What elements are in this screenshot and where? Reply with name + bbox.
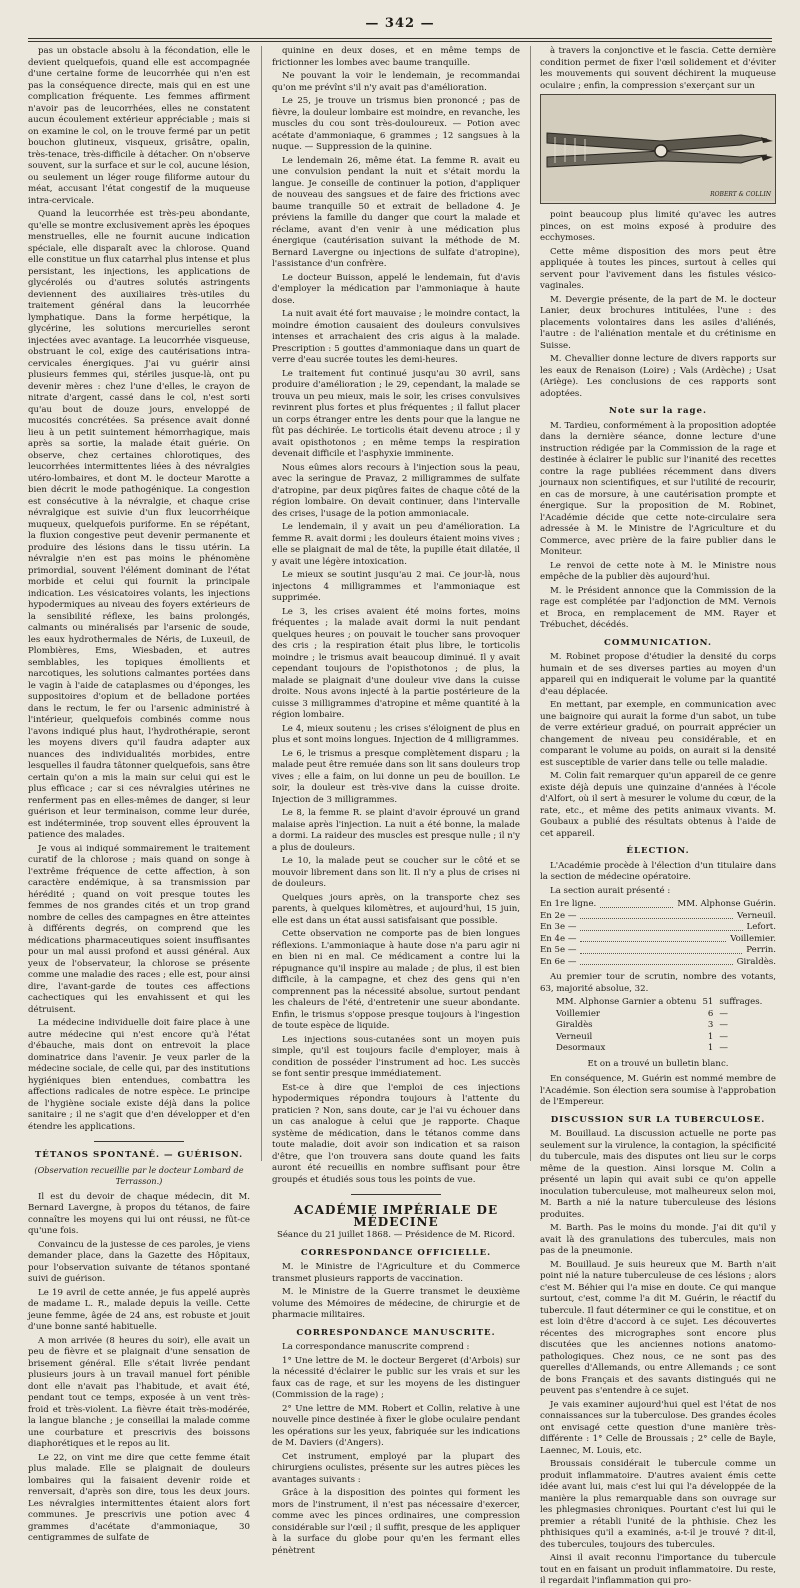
- paragraph: Nous eûmes alors recours à l'injection sous la peau, avec la seringue de Pravaz, 2 milligrammes de sulfate d'atropine, par deux piqûres faites de chaque côté de la région lombaire. On devait continuer, dans l'intervalle des crises, l'usage de la potion ammoniacale.: [272, 462, 520, 519]
- list-item: En 4e — Voillemier.: [540, 933, 776, 944]
- paragraph: Le traitement fut continué jusqu'au 30 avril, sans produire d'amélioration ; le 29, cependant, la malade se trouva un peu mieux, mais le soir, les crises convulsives revinrent plus fortes et plus fréquentes ; il fallut placer un corps étranger entre les dents pour que la langue ne fût pas déchirée. Le torticolis était devenu atroce ; il y avait opisthotonos ; en même temps la respiration devenait difficile et l'asphyxie imminente.: [272, 368, 520, 459]
- paragraph: M. Barth. Pas le moins du monde. J'ai dit qu'il y avait là des granulations des tubercules, mais non pas de la pneumonie.: [540, 1223, 776, 1256]
- paragraph: Le 22, on vint me dire que cette femme était plus malade. Elle se plaignait de douleurs lombaires qui la faisaient devenir roide et renversait, d'après son dire, tous les deux jours. Les névralgies intermittentes étaient alors fort communes. Je prescrivis une potion avec 4 grammes d'acétate d'ammoniaque, 30 centigrammes de sulfate de: [28, 1452, 250, 1543]
- paragraph: Le 6, le trismus a presque complètement disparu ; la malade peut être remuée dans son lit sans douleurs trop vives ; elle a faim, on lui donne un peu de bouillon. Le soir, la douleur est très-vive dans la cuisse droite. Injection de 3 milligrammes.: [272, 748, 520, 805]
- paragraph: M. Bouillaud. La discussion actuelle ne porte pas seulement sur la virulence, la contagion, la spécificité du tubercule, mais des disputes ont lieu sur le corps même de la question. Ainsi lorsque M. Colin a présenté un lapin qui avait subi ce qu'on appelle inoculation tuberculeuse, mot malheureux selon moi, M. Barth a nié la nature tuberculeuse des lésions produites.: [540, 1129, 776, 1220]
- section-subtitle: (Observation recueillie par le docteur Lombard de Terrasson.): [34, 1164, 244, 1186]
- table-row: MM. Alphonse Garnier a obtenu 51 suffrages.: [556, 997, 763, 1007]
- election-heading: ÉLECTION.: [626, 846, 690, 856]
- paragraph: La nuit avait été fort mauvaise ; le moindre contact, la moindre émotion causaient des douleurs convulsives intenses et arrachaient des cris aigus à la malade. Prescription : 5 gouttes d'ammoniaque dans un quart de verre d'eau sucrée toutes les demi-heures.: [272, 309, 520, 365]
- page-number: — 342 —: [365, 16, 435, 31]
- paragraph: Cet instrument, employé par la plupart des chirurgiens oculistes, présente sur les autres pièces les avantages suivants :: [272, 1451, 520, 1485]
- list-item: En 5e — Perrin.: [540, 945, 776, 955]
- correspondence-official-heading: CORRESPONDANCE OFFICIELLE.: [300, 1247, 492, 1258]
- paragraph: En mettant, par exemple, en communication avec une baignoire qui aurait la forme d'un sabot, un tube de verre extérieur gradué, on pourrait apprécier un changement de niveau peu considérable, et en comparant le volume au poids, on aurait si la densité est susceptible de varier dans telle ou telle maladie.: [540, 700, 776, 768]
- paragraph: Le lendemain, il y avait un peu d'amélioration. La femme R. avait dormi ; les douleurs étaient moins vives ; elle se plaignait de mal de tête, la pupille était dilatée, il y avait une légère intoxication.: [272, 522, 520, 567]
- paragraph: M. le Ministre de l'Agriculture et du Commerce transmet plusieurs rapports de vaccination.: [272, 1262, 520, 1284]
- paragraph: Cette même disposition des mors peut être appliquée à toutes les pinces, surtout à celles qui servent pour l'avivement dans les fistules vésico-vaginales.: [540, 246, 776, 291]
- paragraph: Quelques jours après, on la transporte chez ses parents, à quelques kilomètres, et aujourd'hui, 15 juin, elle est dans un état aussi satisfaisant que possible.: [272, 892, 520, 926]
- communication-heading: COMMUNICATION.: [604, 637, 712, 648]
- list-item: En 2e — Verneuil.: [540, 910, 776, 921]
- paragraph: Le 10, la malade peut se coucher sur le côté et se mouvoir librement dans son lit. Il n'y a plus de crises ni de douleurs.: [272, 856, 520, 889]
- paragraph: Ne pouvant la voir le lendemain, je recommandai qu'on me prévînt s'il n'y avait pas d'amélioration.: [272, 71, 520, 93]
- academy-title: ACADÉMIE IMPÉRIALE DE MÉDECINE: [293, 1203, 499, 1229]
- academy-session: Séance du 21 juillet 1868. — Présidence de M. Ricord.: [276, 1230, 516, 1240]
- discussion-heading: DISCUSSION SUR LA TUBERCULOSE.: [550, 1114, 766, 1125]
- paragraph: Le docteur Buisson, appelé le lendemain, fut d'avis d'employer la médication par l'ammoniaque à haute dose.: [272, 272, 520, 306]
- table-row: Verneuil 1 —: [556, 1031, 728, 1042]
- table-row: Desormaux 1 —: [556, 1043, 728, 1053]
- note-heading: Note sur la rage.: [608, 406, 707, 416]
- paragraph: Convaincu de la justesse de ces paroles, je viens demander place, dans la Gazette des Hôpitaux, pour l'observation suivante de tétanos spontané suivi de guérison.: [28, 1239, 250, 1284]
- paragraph: M. Tardieu, conformément à la proposition adoptée dans la dernière séance, donne lecture d'une instruction rédigée par la Commission de la rage et destinée à éclairer le public sur l'inanité des recettes contre la rage publiées récemment dans divers journaux non scientifiques, et sur l'utilité de recourir, en cas de morsure, à une cautérisation prompte et énergique. Sur la proposition de M. Robinet, l'Académie décide que cette note-circulaire sera adressée à M. le Ministre de l'Agriculture et du Commerce, avec prière de la faire publier dans le Moniteur.: [540, 420, 776, 557]
- paragraph: Grâce à la disposition des pointes qui forment les mors de l'instrument, il n'est pas nécessaire d'exercer, comme avec les pinces ordinaires, une compression considérable sur l'œil ; il suffit, presque de les appliquer à la surface du globe pour qu'en les fermant elles pénètrent: [272, 1488, 520, 1556]
- paragraph: M. Colin fait remarquer qu'un appareil de ce genre existe déjà depuis une quinzaine d'années à l'école d'Alfort, où il sert à mesurer le volume du cœur, de la rate, etc., et même des petits animaux vivants. M. Goubaux a publié des résultats obtenus à l'aide de cet appareil.: [540, 771, 776, 839]
- vote-note: Et on a trouvé un bulletin blanc.: [587, 1058, 729, 1069]
- paragraph: Cette observation ne comporte pas de bien longues réflexions. L'ammoniaque à haute dose n'a paru agir ni en bien ni en mal. Ce médicament a contre lui la répugnance qu'il inspire au malade ; de plus, il est bien difficile, à la campagne, et chez des gens qui n'en comprennent pas la nécessité absolue, surtout pendant les chaleurs de l'été, d'entretenir une sueur abondante. Enfin, le trismus s'oppose presque toujours à l'ingestion de toute espèce de liquide.: [272, 929, 520, 1031]
- correspondence-manuscript-heading: CORRESPONDANCE MANUSCRITE.: [296, 1327, 496, 1338]
- paragraph: Je vais examiner aujourd'hui quel est l'état de nos connaissances sur la tuberculose. Des grandes écoles ont envisagé cette question d'une manière très-différente : 1° Celle de Broussais ; 2° celle de Bayle, Laennec, M. Louis, etc.: [540, 1399, 776, 1456]
- paragraph: Le 25, je trouve un trismus bien prononcé ; pas de fièvre, la douleur lombaire est moindre, en revanche, les muscles du cou sont très-douloureux. — Potion avec acétate d'ammoniaque, 6 grammes ; 12 sangsues à la nuque. — Suppression de la quinine.: [272, 96, 520, 152]
- section-divider: [351, 1194, 441, 1195]
- table-row: Voillemier 6 —: [556, 1008, 728, 1019]
- paragraph: Ainsi il avait reconnu l'importance du tubercule tout en en faisant un produit inflammatoire. Du reste, il regardait l'inflammation qui pro-: [540, 1553, 776, 1586]
- paragraph: Le lendemain 26, même état. La femme R. avait eu une convulsion pendant la nuit et s'était mordu la langue. Je conseille de continuer la potion, d'appliquer de nouveau des sangsues et de faire des frictions avec baume tranquille 50 et extrait de belladone 4. Je préviens la famille du danger que court la malade et réclame, avant d'en venir à une médication plus énergique (cautérisation suivant la méthode de M. Bernard Lavergne ou injections de sulfate d'atropine), l'assistance d'un confrère.: [272, 155, 520, 269]
- paragraph: Il est du devoir de chaque médecin, dit M. Bernard Lavergne, à propos du tétanos, de faire connaître les moyens qui lui ont réussi, ne fût-ce qu'une fois.: [28, 1191, 250, 1236]
- paragraph: M. le Ministre de la Guerre transmet le deuxième volume des Mémoires de médecine, de chirurgie et de pharmacie militaires.: [272, 1287, 520, 1320]
- paragraph: quinine en deux doses, et en même temps de frictionner les lombes avec baume tranquille.: [272, 46, 520, 68]
- paragraph: La correspondance manuscrite comprend :: [282, 1342, 470, 1352]
- forceps-drawing: [541, 95, 775, 201]
- paragraph: L'Académie procède à l'élection d'un titulaire dans la section de médecine opératoire.: [540, 860, 776, 882]
- paragraph: Le 8, la femme R. se plaint d'avoir éprouvé un grand malaise après l'injection. La nuit a été bonne, la malade a dormi. La raideur des muscles est presque nulle ; il n'y a plus de douleurs.: [272, 808, 520, 853]
- column-1: [28, 46, 250, 1543]
- list-item: En 3e — Lefort.: [540, 922, 776, 932]
- paragraph: M. le Président annonce que la Commission de la rage est complétée par l'adjonction de MM. Vernois et Broca, en remplacement de MM. Rayer et Trébuchet, décédés.: [540, 585, 776, 630]
- paragraph: M. Chevallier donne lecture de divers rapports sur les eaux de Renaison (Loire) ; Vals (Ardèche) ; Usat (Ariège). Les conclusions de ces rapports sont adoptées.: [540, 354, 776, 399]
- paragraph: Quand la leucorrhée est très-peu abondante, qu'elle se montre exclusivement après les époques menstruelles, elle ne fournit aucune indication spéciale, elle disparaît avec la chlorose. Quand elle constitue un flux catarrhal plus intense et plus persistant, les injections, les applications de glycérolés ou d'autres solutés astringents deviennent des auxiliaires très-utiles du traitement général dans la leucorrhée lymphatique. Dans la forme herpétique, la glycérine, les solutions mercurielles seront injectées avec avantage. La leucorrhée visqueuse, obstruant le col, exige des cautérisations intra-cervicales énergiques. J'ai vu guérir ainsi plusieurs femmes qui, stériles jusque-là, ont pu devenir mères : chez l'une d'elles, le crayon de nitrate d'argent, cassé dans le col, n'est sorti qu'au bout de douze jours, enveloppé de mucosités concrétées. Sa présence avait donné lieu à un petit suintement hémorrhagique, mais après sa sortie, la malade était guérie. On observe, chez certaines chlorotiques, des leucorrhées intermittentes liées à des névralgies utéro-lombaires, et dont M. le docteur Marotte a bien décrit le mode pathogénique. La congestion est consécutive à la névralgie, et chaque crise névralgique est suivie d'un flux leucorrhéique muqueux, quelquefois puriforme. En se répétant, la fluxion congestive peut devenir permanente et produire des lésions dans le tissu utérin. La névralgie n'en est pas moins le phénomène primordial, souvent l'élément dominant de l'état morbide et celui qui fournit la principale indication. Les vésicatoires volants, les injections hypodermiques au niveau des foyers extérieurs de la sensibilité réflexe, les bains prolongés, calmants ou minéralisés par l'arsenic de soude, les eaux hydrothermales de Néris, de Luxeuil, de Plombières, Ems, Wiesbaden, et autres semblables, les topiques émollients et narcotiques, les solutions calmantes portées dans le vagin à l'aide de cataplasmes ou d'éponges, les suppositoires d'opium et de belladone portées dans le rectum, le fer ou l'arsenic administré à l'intérieur, quelquefois combinés comme nous l'avons indiqué plus haut, l'hydrothérapie, seront les moyens divers qu'il faudra adapter aux nuances des individualités morbides, entre lesquelles il faudra tâtonner quelquefois, sans être certain qu'on a mis la main sur celui qui est le plus efficace ; car si ces névralgies utérines ne renferment pas en elles-mêmes de danger, si leur guérison et leur terminaison, comme leur durée, est indéterminée, trop souvent elles éprouvent la patience des malades.: [28, 209, 250, 840]
- paragraph: Le 19 avril de cette année, je fus appelé auprès de madame L. R., malade depuis la veille. Cette jeune femme, âgée de 24 ans, est robuste et jouit d'une bonne santé habituelle.: [28, 1287, 250, 1332]
- paragraph: M. Robinet propose d'étudier la densité du corps humain et de ses diverses parties au moyen d'un appareil qui en indiquerait le volume par la quantité d'eau déplacée.: [540, 652, 776, 697]
- vote-table: [556, 997, 768, 1055]
- paragraph: En conséquence, M. Guérin est nommé membre de l'Académie. Son élection sera soumise à l'approbation de l'Empereur.: [540, 1074, 776, 1107]
- paragraph: Le mieux se soutint jusqu'au 2 mai. Ce jour-là, nous injectons 4 milligrammes et l'ammoniaque est supprimée.: [272, 570, 520, 603]
- candidate-list: [540, 899, 776, 968]
- column-divider: [261, 46, 262, 1161]
- column-2: [272, 46, 520, 1556]
- paragraph: à travers la conjonctive et le fascia. Cette dernière condition permet de fixer l'œil solidement et d'éviter les mouvements qui souvent déchirent la muqueuse oculaire ; enfin, la compression s'exerçant sur un: [540, 46, 776, 91]
- header-rule: [28, 38, 772, 42]
- paragraph: M. Bouillaud. Je suis heureux que M. Barth n'ait point nié la nature tuberculeuse de ces lésions ; alors c'est M. Béhier qui l'a mise en doute. Ce qui manque surtout, c'est, comme l'a dit M. Guérin, le réactif du tubercule. Il faut déterminer ce qui le constitue, et on est loin d'être d'accord à ce sujet. Les découvertes récentes des micrographes sont encore plus discutées que les anciennes notions anatomo-pathologiques. Chez nous, ce ne sont pas des querelles d'Allemands, ou entre Allemands ; ce sont de bons Français et des savants distingués qui ne peuvent pas s'entendre à ce sujet.: [540, 1259, 776, 1396]
- paragraph: Est-ce à dire que l'emploi de ces injections hypodermiques répondra toujours à l'attente du praticien ? Non, sans doute, car je l'ai vu échouer dans un cas analogue à celui que je rapporte. Chaque système de médication, dans le tétanos comme dans toute maladie, doit avoir son indication et sa raison d'être, que l'on trouvera sans doute quand les faits auront été recueillis en nombre suffisant pour être groupés et étudiés sous tous les points de vue.: [272, 1082, 520, 1185]
- paragraph: Le renvoi de cette note à M. le Ministre nous empêche de la publier dès aujourd'hui.: [540, 560, 776, 582]
- paragraph: 1° Une lettre de M. le docteur Bergeret (d'Arbois) sur la nécessité d'éclairer le public sur les vrais et sur les faux cas de rage, et sur les moyens de les distinguer (Commission de la rage) ;: [272, 1355, 520, 1400]
- paragraph: Je vous ai indiqué sommairement le traitement curatif de la chlorose ; mais quand on songe à l'extrême fréquence de cette affection, à son caractère endémique, à sa transmission par hérédité ; quand on voit presque toutes les femmes de nos grandes cités et un trop grand nombre de celles des campagnes en être atteintes à différents degrés, on comprend que les médications pharmaceutiques soient insuffisantes pour un mal aussi profond et aussi général. Aux yeux de l'observateur, la chlorose se présente comme une maladie des races ; elle est, pour ainsi dire, l'avant-garde de toutes ces affections cachectiques qui les envahissent et qui les détruisent.: [28, 843, 250, 1015]
- paragraph: La section aurait présenté :: [550, 885, 671, 896]
- paragraph: Le 3, les crises avaient été moins fortes, moins fréquentes ; la malade avait dormi la nuit pendant quelques heures ; on pouvait le toucher sans provoquer des cris ; la respiration était plus libre, le torticolis moindre ; le trismus avait beaucoup diminué. Il y avait cependant toujours de l'opisthotonos ; de plus, la malade se plaignait d'une douleur vive dans la cuisse droite. Nous avons injecté à la partie postérieure de la cuisse 3 milligrammes d'atropine et même quantité à la région lombaire.: [272, 606, 520, 720]
- section-title: TÉTANOS SPONTANÉ. — GUÉRISON.: [34, 1150, 244, 1160]
- paragraph: Broussais considérait le tubercule comme un produit inflammatoire. D'autres avaient émis cette idée avant lui, mais c'est lui qui l'a développée de la manière la plus remarquable dans son ouvrage sur les phlegmasies chroniques. Pourtant c'est lui qui le premier a rétabli l'unité de la phthisie. Chez les phthisiques qu'il a examinés, a-t-il je trouvé ? dit-il, des tubercules, toujours des tubercules.: [540, 1459, 776, 1550]
- list-item: En 6e — Giraldès.: [540, 956, 776, 967]
- paragraph: A mon arrivée (8 heures du soir), elle avait un peu de fièvre et se plaignait d'une sensation de brisement général. Elle s'était livrée pendant plusieurs jours à un travail manuel fort pénible dont elle n'avait pas l'habitude, et avait été, pendant tout ce temps, exposée à un vent très-froid et très-violent. La fièvre était très-modérée, la langue blanche ; je conseillai la malade comme une courbature et prescrivis des boissons diaphorétiques et le repos au lit.: [28, 1335, 250, 1449]
- paragraph: point beaucoup plus limité qu'avec les autres pinces, on est moins exposé à produire des ecchymoses.: [540, 210, 776, 243]
- section-divider: [94, 1141, 184, 1142]
- column-3: [540, 46, 776, 1586]
- paragraph: 2° Une lettre de MM. Robert et Collin, relative à une nouvelle pince destinée à fixer le globe oculaire pendant les opérations sur les yeux, fabriquée sur les indications de M. Daviers (d'Angers).: [272, 1403, 520, 1448]
- table-row: Giraldès 3 —: [556, 1020, 728, 1030]
- paragraph: La médecine individuelle doit faire place à une autre médecine qui n'est encore qu'à l'état d'ébauche, mais dont on entrevoit la place dominatrice dans l'avenir. Je veux parler de la médecine sociale, de celle qui, par des institutions hygiéniques bien entendues, combattra les affections radicales de notre espèce. Le principe de l'hygiène sociale existe déjà dans la police sanitaire ; il ne s'agit que d'en développer et d'en étendre les applications.: [28, 1018, 250, 1132]
- paragraph: Au premier tour de scrutin, nombre des votants, 63, majorité absolue, 32.: [540, 972, 776, 994]
- forceps-illustration: [540, 94, 776, 204]
- paragraph: Le 4, mieux soutenu ; les crises s'éloignent de plus en plus et sont moins longues. Injection de 4 milligrammes.: [272, 723, 520, 745]
- list-item: En 1re ligne. MM. Alphonse Guérin.: [540, 899, 776, 909]
- figure-caption: ROBERT & COLLIN: [710, 190, 771, 198]
- paragraph: M. Devergie présente, de la part de M. le docteur Lanier, deux brochures intitulées, l'une : des placements volontaires dans les asiles d'aliénés, l'autre : de l'aliénation mentale et du crétinisme en Suisse.: [540, 294, 776, 351]
- paragraph: pas un obstacle absolu à la fécondation, elle le devient quelquefois, quand elle est accompagnée d'une certaine forme de leucorrhée qui n'en est pas la conséquence directe, mais qui en est une complication fréquente. Les femmes affirment n'avoir pas de leucorrhées, elles ne constatent aucun écoulement extérieur appréciable ; mais si on examine le col, on le trouve fermé par un petit bouchon glutineux, visqueux, grisâtre, opalin, très-tenace, très-difficile à détacher. On n'observe souvent, sur la surface et sur le col, aucune lésion, ou seulement un léger rouge filiforme autour du méat, accusant l'état congestif de la muqueuse intra-cervicale.: [28, 46, 250, 206]
- paragraph: Les injections sous-cutanées sont un moyen puis simple, qu'il est toujours facile d'employer, mais à condition de posséder l'instrument ad hoc. Les succès se font sentir presque immédiatement.: [272, 1034, 520, 1079]
- column-divider: [530, 46, 531, 1161]
